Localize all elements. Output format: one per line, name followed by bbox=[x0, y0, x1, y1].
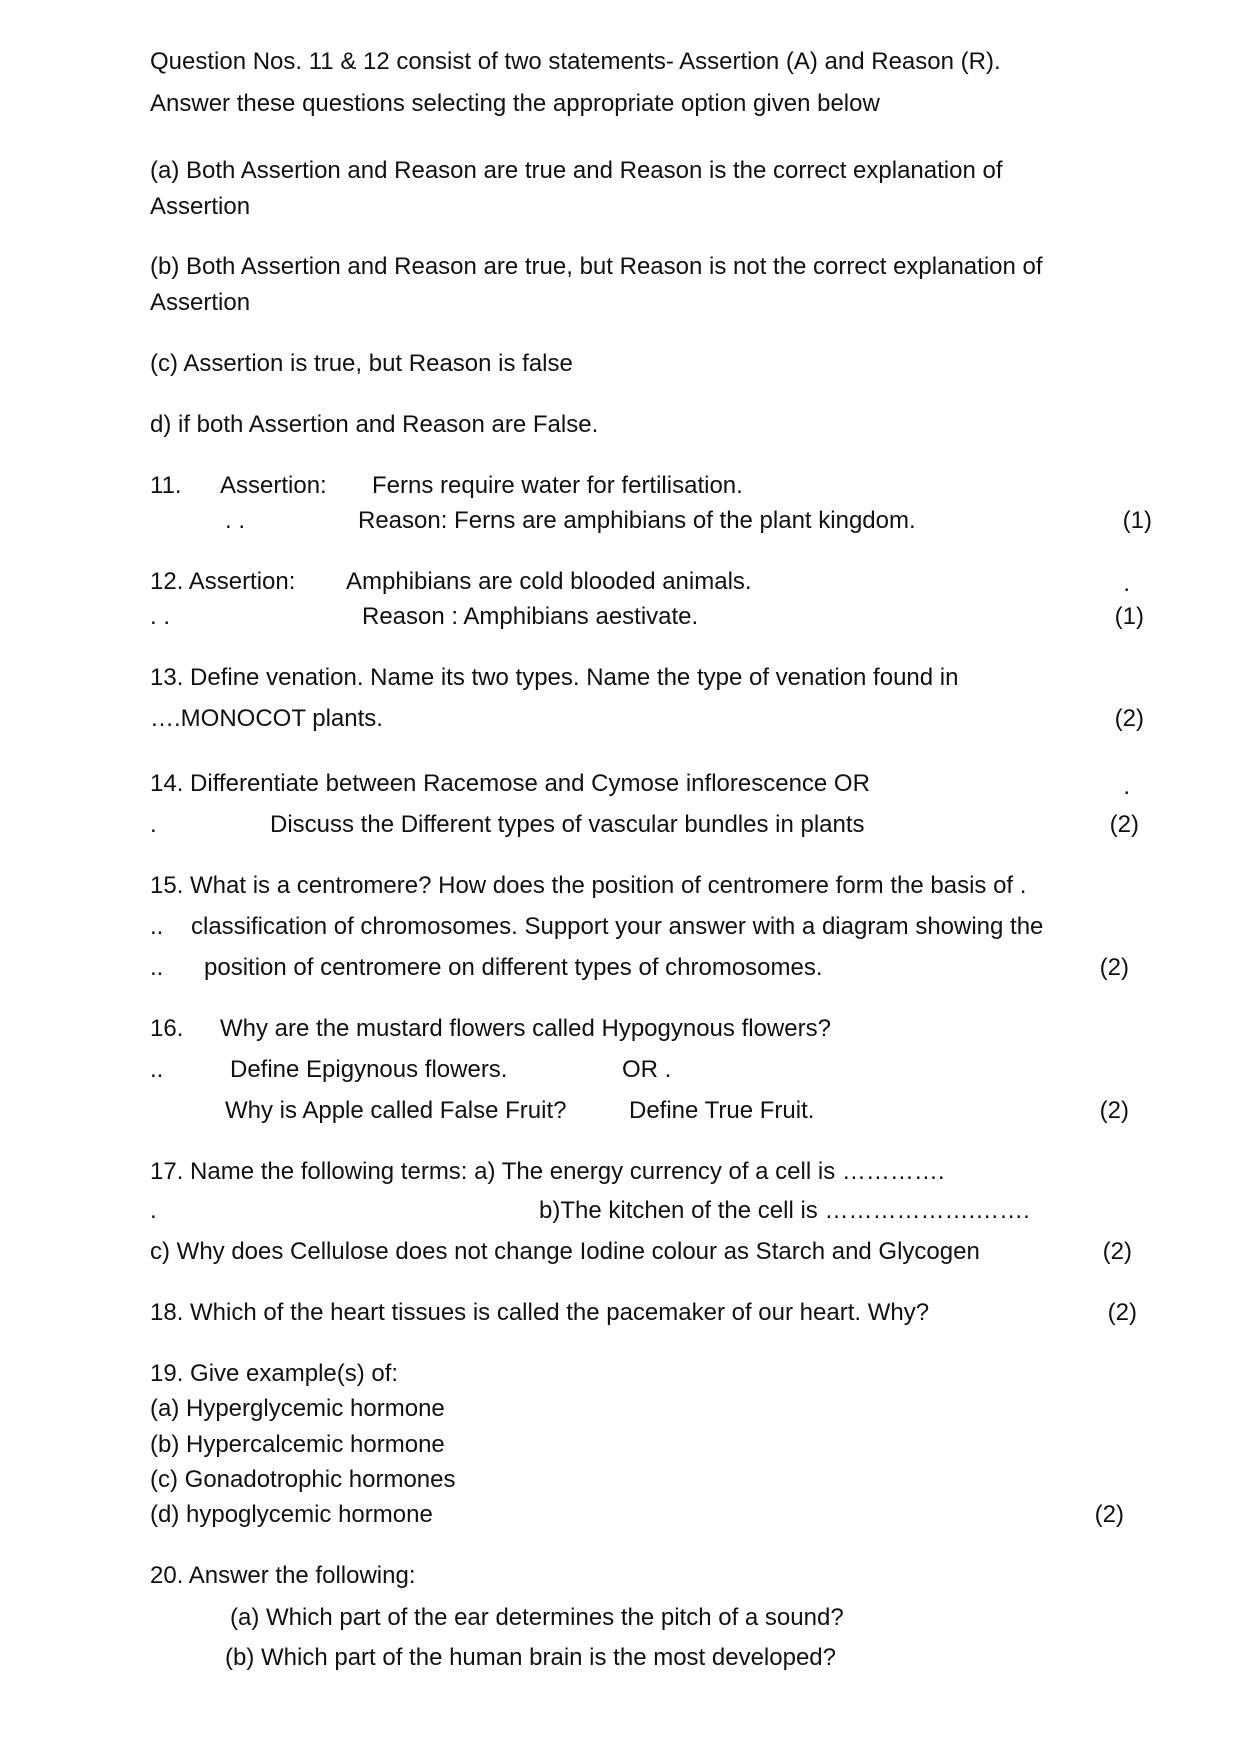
q16-or: OR . bbox=[622, 1056, 672, 1083]
q14-dot-right: . bbox=[1123, 773, 1130, 800]
q17-marks: (2) bbox=[1102, 1238, 1132, 1265]
q16-line-3a: Why is Apple called False Fruit? bbox=[225, 1097, 567, 1124]
q17-line-3: c) Why does Cellulose does not change Iodine colour as Starch and Glycogen bbox=[150, 1238, 980, 1265]
q20-a: (a) Which part of the ear determines the pitch of a sound? bbox=[230, 1604, 844, 1631]
q11-assertion-label: Assertion: bbox=[220, 472, 327, 499]
q16-dots-2: .. bbox=[150, 1056, 164, 1083]
q11-assertion: Ferns require water for fertilisation. bbox=[372, 472, 743, 499]
option-a-line-1: (a) Both Assertion and Reason are true and Reason is the correct explanation of bbox=[150, 157, 1003, 184]
q16-marks: (2) bbox=[1099, 1097, 1129, 1124]
q12-dots: . . bbox=[150, 603, 171, 630]
q14-line-2: Discuss the Different types of vascular bundles in plants bbox=[270, 811, 865, 838]
q16-line-3b: Define True Fruit. bbox=[629, 1097, 815, 1124]
option-c: (c) Assertion is true, but Reason is false bbox=[150, 350, 573, 377]
q15-line-2: classification of chromosomes. Support your answer with a diagram showing the bbox=[191, 913, 1044, 940]
option-d: d) if both Assertion and Reason are False. bbox=[150, 411, 599, 438]
q15-dots-2: .. bbox=[150, 913, 164, 940]
q17-line-2: b)The kitchen of the cell is ……………….……. bbox=[539, 1197, 1030, 1224]
option-a-line-2: Assertion bbox=[150, 193, 251, 220]
q11-dots: . . bbox=[225, 507, 246, 534]
q16-line-2: Define Epigynous flowers. bbox=[230, 1056, 508, 1083]
q15-line-1: 15. What is a centromere? How does the position of centromere form the basis of . bbox=[150, 872, 1027, 899]
q20-title: 20. Answer the following: bbox=[150, 1562, 416, 1589]
q17-dot-left: . bbox=[150, 1197, 157, 1224]
q18-line-1: 18. Which of the heart tissues is called the pacemaker of our heart. Why? bbox=[150, 1299, 930, 1326]
intro-line-2: Answer these questions selecting the appropriate option given below bbox=[150, 90, 880, 117]
q16-number: 16. bbox=[150, 1015, 184, 1042]
q13-line-1: 13. Define venation. Name its two types. Name the type of venation found in bbox=[150, 664, 959, 691]
q15-dots-3: .. bbox=[150, 954, 164, 981]
q14-dot-left: . bbox=[150, 811, 157, 838]
option-b-line-1: (b) Both Assertion and Reason are true, but Reason is not the correct explanation of bbox=[150, 253, 1043, 280]
q14-marks: (2) bbox=[1109, 811, 1139, 838]
q12-reason: Reason : Amphibians aestivate. bbox=[362, 603, 699, 630]
q13-line-2: ….MONOCOT plants. bbox=[150, 705, 383, 732]
q12-assertion: Amphibians are cold blooded animals. bbox=[346, 568, 752, 595]
q15-marks: (2) bbox=[1099, 954, 1129, 981]
q15-line-3: position of centromere on different types of chromosomes. bbox=[204, 954, 823, 981]
option-b-line-2: Assertion bbox=[150, 289, 251, 316]
q19-title: 19. Give example(s) of: bbox=[150, 1360, 399, 1387]
intro-line-1: Question Nos. 11 & 12 consist of two statements- Assertion (A) and Reason (R). bbox=[150, 48, 1001, 75]
q19-d: (d) hypoglycemic hormone bbox=[150, 1501, 433, 1528]
q12-marks: (1) bbox=[1114, 603, 1144, 630]
q11-number: 11. bbox=[150, 472, 182, 499]
q19-b: (b) Hypercalcemic hormone bbox=[150, 1431, 445, 1458]
q11-marks: (1) bbox=[1122, 507, 1152, 534]
q17-line-1: 17. Name the following terms: a) The energy currency of a cell is …………. bbox=[150, 1158, 945, 1185]
q20-b: (b) Which part of the human brain is the most developed? bbox=[225, 1644, 836, 1671]
q14-line-1: 14. Differentiate between Racemose and Cymose inflorescence OR bbox=[150, 770, 870, 797]
q19-c: (c) Gonadotrophic hormones bbox=[150, 1466, 456, 1493]
q18-marks: (2) bbox=[1107, 1299, 1137, 1326]
q19-a: (a) Hyperglycemic hormone bbox=[150, 1395, 445, 1422]
q16-line-1: Why are the mustard flowers called Hypogynous flowers? bbox=[220, 1015, 831, 1042]
q12-dot-right: . bbox=[1123, 570, 1130, 597]
q12-assertion-label: 12. Assertion: bbox=[150, 568, 296, 595]
q11-reason: Reason: Ferns are amphibians of the plant kingdom. bbox=[358, 507, 916, 534]
q19-marks: (2) bbox=[1094, 1501, 1124, 1528]
q13-marks: (2) bbox=[1114, 705, 1144, 732]
